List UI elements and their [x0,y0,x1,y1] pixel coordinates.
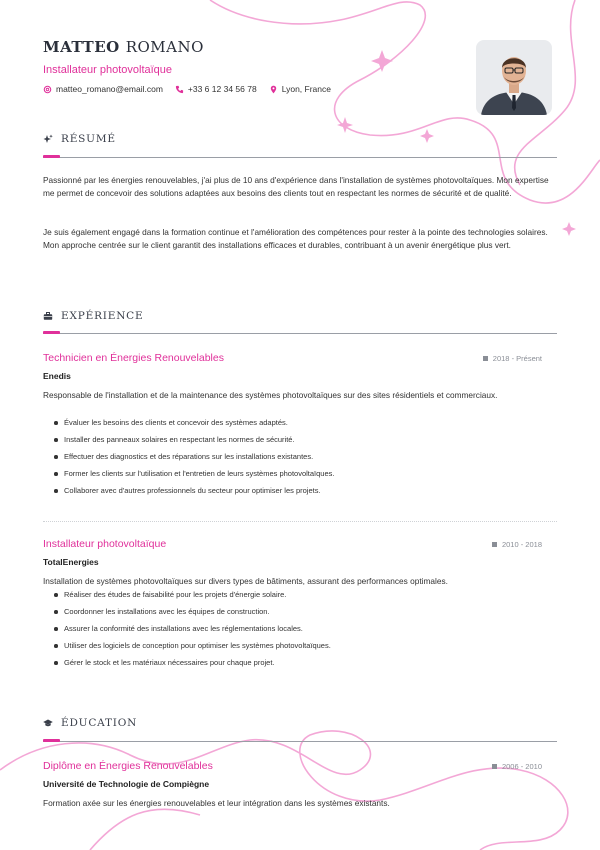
list-item: Former les clients sur l'utilisation et l'entretien de leurs systèmes photovoltaïques. [64,469,335,486]
briefcase-icon [43,311,53,321]
company-name: Enedis [43,371,71,381]
job-bullets [64,590,331,675]
calendar-icon [483,356,488,361]
company-name: TotalEnergies [43,557,99,567]
email-contact[interactable] [43,84,163,94]
experience-heading: EXPÉRIENCE [61,310,144,322]
education-heading: ÉDUCATION [61,717,138,729]
calendar-icon [492,542,497,547]
job-description: Installation de systèmes photovoltaïques sur divers types de bâtiments, assurant des performances optimales. [43,576,448,586]
list-item: Utiliser des logiciels de conception pour optimiser les systèmes photovoltaïques. [64,641,331,658]
experience-section-header [43,310,557,322]
list-item: Assurer la conformité des installations avec les réglementations locales. [64,624,331,641]
phone-text: +33 6 12 34 56 78 [187,84,257,94]
phone-contact[interactable] [175,84,257,94]
section-rule [43,157,557,158]
job-title: Technicien en Énergies Renouvelables [43,352,224,364]
summary-paragraph-2: Je suis également engagé dans la formation continue et l'amélioration des compétences pour rester à la pointe des technologies solaires. Mon approche centrée sur le client garantit des installations efficaces et durables, contribuant à un avenir énergétique plus vert. [43,227,548,250]
job-dates-text: 2010 - 2018 [501,540,542,549]
summary-section-header [43,133,557,145]
job-dates-text: 2018 - Présent [492,354,542,363]
list-item: Coordonner les installations avec les équipes de construction. [64,607,331,624]
section-rule-accent [43,155,60,158]
list-item: Installer des panneaux solaires en respectant les normes de sécurité. [64,435,335,452]
education-dates-text: 2006 - 2010 [501,762,542,771]
profile-photo [476,40,552,115]
candidate-name [43,38,204,56]
section-rule-accent [43,739,60,742]
section-rule [43,333,557,334]
calendar-icon [492,764,497,769]
list-item: Collaborer avec d'autres professionnels du secteur pour optimiser les projets. [64,486,335,503]
location-contact [269,84,331,94]
list-item: Réaliser des études de faisabilité pour les projets d'énergie solaire. [64,590,331,607]
degree-title: Diplôme en Énergies Renouvelables [43,760,213,772]
sparkle-icon [43,134,53,144]
school-name: Université de Technologie de Compiègne [43,779,210,789]
education-dates [492,762,542,771]
graduation-cap-icon [43,718,53,728]
email-text: matteo_romano@email.com [56,84,163,94]
summary-paragraph-1: Passionné par les énergies renouvelables, j'ai plus de 10 ans d'expérience dans l'installation de systèmes photovoltaïques. Mon expertise me permet de concevoir des solutions adaptées aux besoins des clients tout en respectant les normes de sécurité et de qualité. [43,175,549,198]
job-title: Installateur photovoltaïque [43,538,167,550]
section-rule [43,741,557,742]
last-name: ROMANO [125,38,204,56]
list-item: Effectuer des diagnostics et des réparations sur les installations existantes. [64,452,335,469]
list-item: Évaluer les besoins des clients et concevoir des systèmes adaptés. [64,418,335,435]
education-section-header [43,717,557,729]
job-dates [483,354,542,363]
contact-bar [43,84,331,94]
at-icon [43,85,52,94]
first-name: MATTEO [43,38,120,56]
section-rule-accent [43,331,60,334]
job-divider [43,521,557,522]
map-pin-icon [269,85,278,94]
job-dates [492,540,542,549]
list-item: Gérer le stock et les matériaux nécessaires pour chaque projet. [64,658,331,675]
phone-icon [175,85,184,94]
job-headline: Installateur photovoltaïque [43,64,173,76]
location-text: Lyon, France [281,84,331,94]
job-description: Responsable de l'installation et de la maintenance des systèmes photovoltaïques sur des sites résidentiels et commerciaux. [43,390,498,400]
summary-heading: RÉSUMÉ [61,133,116,145]
education-description: Formation axée sur les énergies renouvelables et leur intégration dans les systèmes existants. [43,798,390,808]
job-bullets [64,418,335,503]
